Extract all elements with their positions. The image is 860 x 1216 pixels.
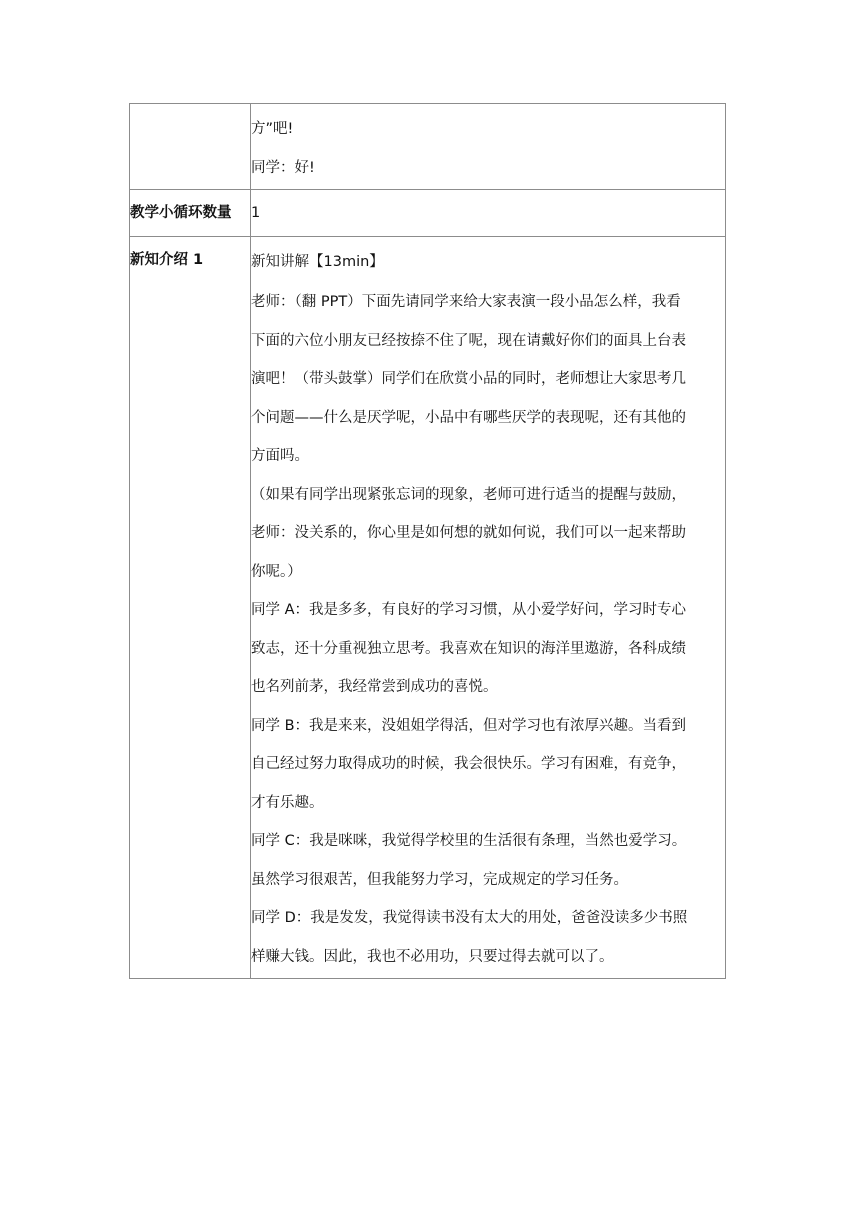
content-line: 致志，还十分重视独立思考。我喜欢在知识的海洋里遨游，各科成绩: [251, 640, 686, 657]
content-line: 也名列前茅，我经常尝到成功的喜悦。: [251, 679, 498, 695]
content-line: 自己经过努力取得成功的时候，我会很快乐。学习有困难，有竞争，: [251, 756, 686, 772]
content-line: 才有乐趣。: [251, 794, 324, 811]
content-line: 老师：（翻 PPT）下面先请同学来给大家表演一段小品怎么样，我看: [251, 294, 681, 310]
row-content-new-knowledge: [251, 237, 726, 979]
lesson-plan-table: [129, 103, 726, 979]
content-line: 新知讲解【13min】: [251, 254, 384, 270]
content-line: 方”吧!: [251, 121, 294, 137]
row-content-loop-count: [251, 190, 726, 237]
table-row-loop-count: [130, 190, 726, 237]
content-line: 1: [251, 205, 261, 221]
content-line: 同学 D：我是发发，我觉得读书没有太大的用处，爸爸没读多少书照: [251, 910, 688, 926]
content-line: 样赚大钱。因此，我也不必用功，只要过得去就可以了。: [251, 948, 614, 965]
row-label-loop-count: 教学小循环数量: [130, 190, 251, 237]
table-row-continuation: [130, 104, 726, 190]
content-line: 个问题——什么是厌学呢，小品中有哪些厌学的表现呢，还有其他的: [251, 409, 686, 426]
content-line: 你呢。）: [251, 563, 302, 580]
row-content-continuation: [251, 104, 726, 190]
content-line: 同学 B：我是来来，没姐姐学得活，但对学习也有浓厚兴趣。当看到: [251, 717, 687, 734]
content-line: 方面吗。: [251, 448, 309, 464]
content-line: 同学 C：我是咪咪，我觉得学校里的生活很有条理，当然也爱学习。: [251, 833, 687, 849]
table-row-new-knowledge: [130, 237, 726, 979]
content-line: 下面的六位小朋友已经按捺不住了呢，现在请戴好你们的面具上台表: [251, 332, 686, 349]
row-label-new-knowledge: 新知介绍 1: [130, 237, 251, 979]
content-line: 老师：没关系的，你心里是如何想的就如何说，我们可以一起来帮助: [251, 525, 686, 541]
content-line: 演吧！（带头鼓掌）同学们在欣赏小品的同时，老师想让大家思考几: [251, 371, 686, 387]
content-line: 同学 A：我是多多，有良好的学习习惯，从小爱学好问，学习时专心: [251, 602, 687, 618]
row-label-empty: [130, 104, 251, 190]
content-line: 同学：好!: [251, 159, 315, 176]
content-line: 虽然学习很艰苦，但我能努力学习，完成规定的学习任务。: [251, 871, 628, 888]
content-line: （如果有同学出现紧张忘词的现象，老师可进行适当的提醒与鼓励，: [251, 486, 686, 503]
